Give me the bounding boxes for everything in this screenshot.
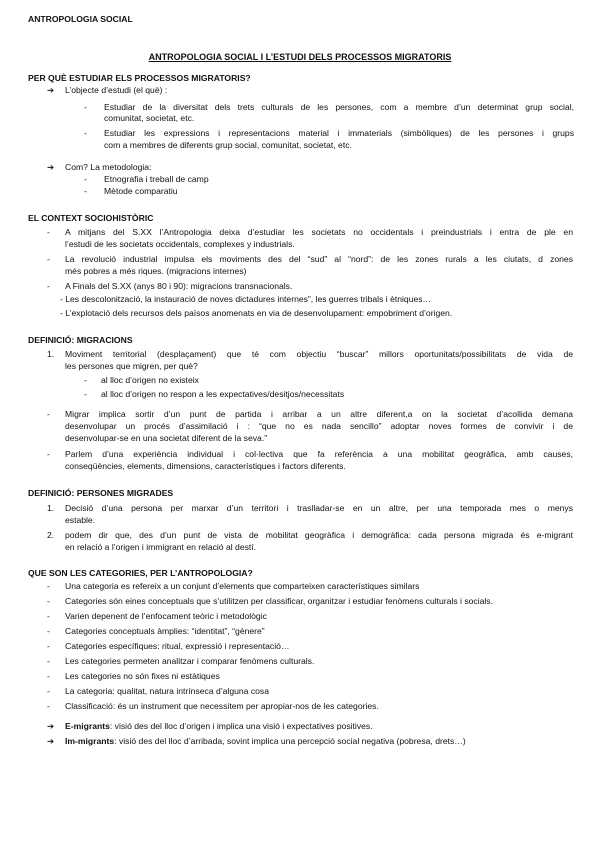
arrow-bullet-icon: ➔ xyxy=(47,162,55,172)
list-item: Categories específiques: ritual, expressió i representació… xyxy=(65,641,290,651)
paragraph-line: Moviment territorial (desplaçament) que té com objectiu “buscar” millors oportunitats/possibilitats de vida de xyxy=(65,349,573,359)
section-heading-categories: QUE SON LES CATEGORIES, PER L’ANTROPOLOGIA? xyxy=(28,568,253,578)
arrow-bullet-icon: ➔ xyxy=(47,721,55,731)
list-number: 1. xyxy=(47,349,55,359)
dash-bullet: - xyxy=(84,102,87,112)
paragraph-line: Migrar implica sortir d’un punt de partida i arribar a un altre diferent,a on la societat d’acollida demana xyxy=(65,409,573,419)
paragraph-line: al lloc d’origen no respon a les expectatives/desitjos/necessitats xyxy=(101,389,345,399)
list-item: Varien depenent de l’enfocament teòric i metodològic xyxy=(65,611,267,621)
list-number: 1. xyxy=(47,503,55,513)
dash-bullet: - xyxy=(47,596,50,606)
section-heading-migrant-persons: DEFINICIÓ: PERSONES MIGRADES xyxy=(28,488,174,498)
paragraph-line: conseqüències, elements, dimensions, característiques i factors diferents. xyxy=(65,461,346,471)
list-item: Com? La metodologia: xyxy=(65,162,152,172)
dash-bullet: - xyxy=(84,128,87,138)
running-header: ANTROPOLOGIA SOCIAL xyxy=(28,14,133,24)
definition-emigrants xyxy=(65,721,373,732)
paragraph-line: desenvolupar-se en una societat diferent de la seva.” xyxy=(65,433,268,443)
paragraph-line: l’estudi de les societats occidentals, complexes y industrials. xyxy=(65,239,295,249)
paragraph-line: estable. xyxy=(65,515,96,525)
dash-bullet: - xyxy=(47,254,50,264)
list-item: Una categoria es refereix a un conjunt d’elements que comparteixen característiques similars xyxy=(65,581,420,591)
list-item-line: com a membres de diferents grup social, comunitat, societat, etc. xyxy=(104,140,352,150)
paragraph-line: més pobres a més riques. (migracions internes) xyxy=(65,266,247,276)
dash-bullet: - xyxy=(47,611,50,621)
document-title: ANTROPOLOGIA SOCIAL I L’ESTUDI DELS PROCESSOS MIGRATORIS xyxy=(148,52,452,62)
paragraph-line: desenvolupar un procés d’assimilació i : “que no es nada sencillo” adoptar noves formes de convivir i de xyxy=(65,421,573,431)
term-immigrants: Im-migrants xyxy=(65,736,115,746)
dash-bullet: - xyxy=(84,389,87,399)
dash-bullet: - xyxy=(47,671,50,681)
list-item-line: Mètode comparatiu xyxy=(104,186,178,196)
list-item-line: Etnografia i treball de camp xyxy=(104,174,209,184)
dash-bullet: - xyxy=(47,701,50,711)
list-item: La categoria: qualitat, natura intrínseca d’alguna cosa xyxy=(65,686,269,696)
dash-bullet: - xyxy=(47,641,50,651)
paragraph-line: - Les descolonització, la instauració de noves dictadures internes”, les guerres tribals i ètniques… xyxy=(60,294,432,304)
section-heading-why: PER QUÈ ESTUDIAR ELS PROCESSOS MIGRATORIS? xyxy=(28,73,251,83)
list-number: 2. xyxy=(47,530,55,540)
dash-bullet: - xyxy=(84,186,87,196)
list-item-line: comunitat, societat, etc. xyxy=(104,113,195,123)
paragraph-line: Decisió d’una persona per marxar d’un territori i traslladar-se en un altre, per una temporada mes o menys xyxy=(65,503,573,513)
dash-bullet: - xyxy=(47,449,50,459)
dash-bullet: - xyxy=(47,227,50,237)
definition-text: : visió des del lloc d’arribada, sovint implica una percepció social negativa (pobresa, drets…) xyxy=(114,736,466,746)
dash-bullet: - xyxy=(47,656,50,666)
list-item: Classificació: és un instrument que necessitem per apropiar-nos de les categories. xyxy=(65,701,379,711)
arrow-bullet-icon: ➔ xyxy=(47,85,55,95)
dash-bullet: - xyxy=(47,686,50,696)
list-item-line: Estudiar de la diversitat dels trets culturals de les persones, com a membre d’un determinat grup social, xyxy=(104,102,574,112)
paragraph-line: al lloc d’origen no existeix xyxy=(101,375,199,385)
list-item: Les categories permeten analitzar i comparar fenòmens culturals. xyxy=(65,656,315,666)
dash-bullet: - xyxy=(84,375,87,385)
paragraph-line: A mitjans del S.XX l’Antropologia deixa d’estudiar les societats no occidentals i preindustrials i entra de ple en xyxy=(65,227,573,237)
arrow-bullet-icon: ➔ xyxy=(47,736,55,746)
paragraph-line: A Finals del S.XX (anys 80 i 90): migracions transnacionals. xyxy=(65,281,293,291)
definition-immigrants xyxy=(65,736,466,747)
section-heading-context: EL CONTEXT SOCIOHISTÒRIC xyxy=(28,213,154,223)
list-item-line: Estudiar les expressions i representacions material i immaterials (simbòliques) de les persones i grups xyxy=(104,128,574,138)
paragraph-line: La revolució industrial impulsa els moviments des del “sud” al “nord”: de les zones rurals a les ciutats, d zones xyxy=(65,254,573,264)
dash-bullet: - xyxy=(47,626,50,636)
paragraph-line: - L’explotació dels recursos dels països anomenats en via de desenvolupament: empobriment d’origen. xyxy=(60,308,453,318)
paragraph-line: les persones que migren, per què? xyxy=(65,361,198,371)
dash-bullet: - xyxy=(84,174,87,184)
paragraph-line: en relació a l’origen i immigrant en relació al destí. xyxy=(65,542,257,552)
list-item: Les categories no són fixes ni estàtiques xyxy=(65,671,220,681)
term-emigrants: E-migrants xyxy=(65,721,110,731)
paragraph-line: podem dir que, des d’un punt de vista de mobilitat geogràfica i demogràfica: cada persona migrada és e-migrant xyxy=(65,530,573,540)
section-heading-migrations: DEFINICIÓ: MIGRACIONS xyxy=(28,335,133,345)
list-item: Categories són eines conceptuals que s’utilitzen per classificar, organitzar i estudiar fenòmens culturals i socials. xyxy=(65,596,493,606)
paragraph-line: Parlem d’una experiència individual i col·lectiva que fa referència a una mobilitat geogràfica, amb causes, xyxy=(65,449,573,459)
definition-text: : visió des del lloc d’origen i implica una visió i expectatives positives. xyxy=(109,721,373,731)
dash-bullet: - xyxy=(47,581,50,591)
list-item: L’objecte d’estudi (el què) : xyxy=(65,85,168,95)
dash-bullet: - xyxy=(47,409,50,419)
list-item: Categories conceptuals àmplies: “identitat”, “gènere” xyxy=(65,626,265,636)
dash-bullet: - xyxy=(47,281,50,291)
